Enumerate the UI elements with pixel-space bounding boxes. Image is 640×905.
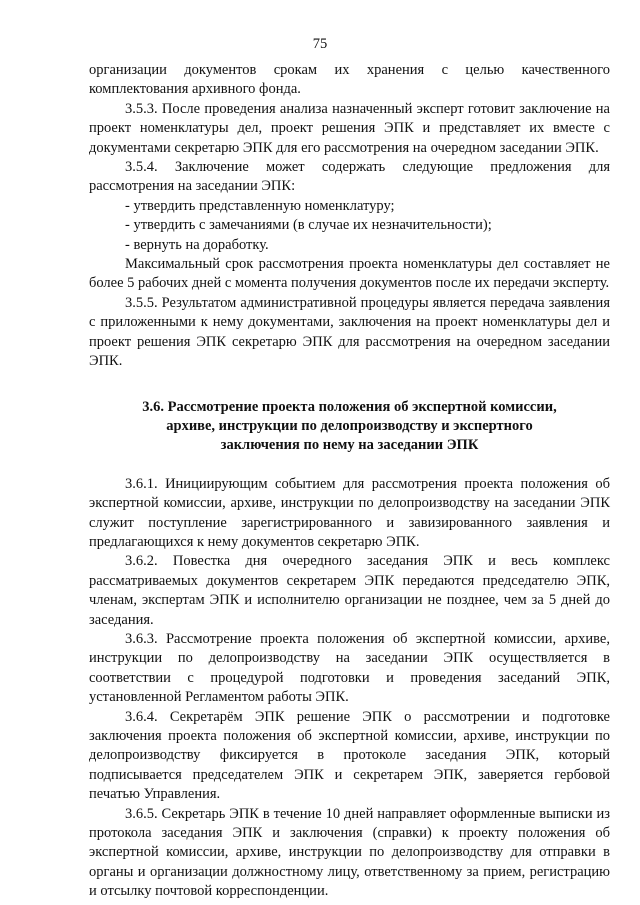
paragraph-max-term: Максимальный срок рассмотрения проекта номенклатуры дел составляет не более 5 рабочих дней с момента получения документов после их передачи эксперту. xyxy=(89,256,610,292)
paragraph-3-5-4: 3.5.4. Заключение может содержать следующие предложения для рассмотрения на заседании ЭПК: xyxy=(89,159,610,195)
list-item: - утвердить представленную номенклатуру; xyxy=(125,197,395,214)
paragraph-3-5-5: 3.5.5. Результатом административной процедуры является передача заявления с приложенными к нему документами, заключения на проект номенклатуры дел и проект решения ЭПК секретарю ЭПК для рассмотрения на очередном заседании ЭПК. xyxy=(89,294,610,370)
paragraph-3-6-3: 3.6.3. Рассмотрение проекта положения об экспертной комиссии, архиве, инструкции по делопроизводству на заседании ЭПК осуществляется в соответствии с процедурой подготовки и проведения заседаний ЭПК, установленной Регламентом работы ЭПК. xyxy=(89,630,610,706)
list-item: - вернуть на доработку. xyxy=(125,236,269,253)
paragraph-3-6-5: 3.6.5. Секретарь ЭПК в течение 10 дней направляет оформленные выписки из протокола заседания ЭПК и заключения (справки) к проекту положения об экспертной комиссии, архиве, инструкции по делопроизводству для отправки в органы и организации должностному лицу, ответственному за прием, регистрацию и отсылку почтовой корреспонденции. xyxy=(89,805,610,900)
paragraph-continuation: организации документов срокам их хранения с целью качественного комплектования архивного фонда. xyxy=(89,62,610,98)
heading-line: архиве, инструкции по делопроизводству и экспертного xyxy=(166,417,533,434)
heading-line: заключения по нему на заседании ЭПК xyxy=(220,437,479,454)
paragraph-3-5-3: 3.5.3. После проведения анализа назначенный эксперт готовит заключение на проект номенклатуры дел, проект решения ЭПК и представляет их вместе с документами секретарю ЭПК для его рассмотрения на очередном заседании ЭПК. xyxy=(89,100,610,156)
paragraph-3-6-1: 3.6.1. Инициирующим событием для рассмотрения проекта положения об экспертной комиссии, архиве, инструкции по делопроизводству на заседании ЭПК служит поступление зарегистрированного и завизированного заявления и предлагающихся к нему документов секретарю ЭПК. xyxy=(89,475,610,550)
paragraph-3-6-2: 3.6.2. Повестка дня очередного заседания ЭПК и весь комплекс рассматриваемых документов секретарем ЭПК передаются председателю ЭПК, членам, экспертам ЭПК и исполнителю организации не позднее, чем за 5 дней до заседания. xyxy=(89,553,610,628)
paragraph-3-6-4: 3.6.4. Секретарём ЭПК решение ЭПК о рассмотрении и подготовке заключения проекта положения об экспертной комиссии, архиве, инструкции по делопроизводству фиксируется в протоколе заседания ЭПК, который подписывается председателем ЭПК и секретарем ЭПК, заверяется гербовой печатью Управления. xyxy=(89,708,610,803)
section-heading-3-6 xyxy=(89,398,610,456)
heading-line: 3.6. Рассмотрение проекта положения об экспертной комиссии, xyxy=(142,398,557,415)
document-body xyxy=(89,61,610,902)
page-number: 75 xyxy=(312,36,328,52)
list-item: - утвердить с замечаниями (в случае их незначительности); xyxy=(125,217,492,234)
